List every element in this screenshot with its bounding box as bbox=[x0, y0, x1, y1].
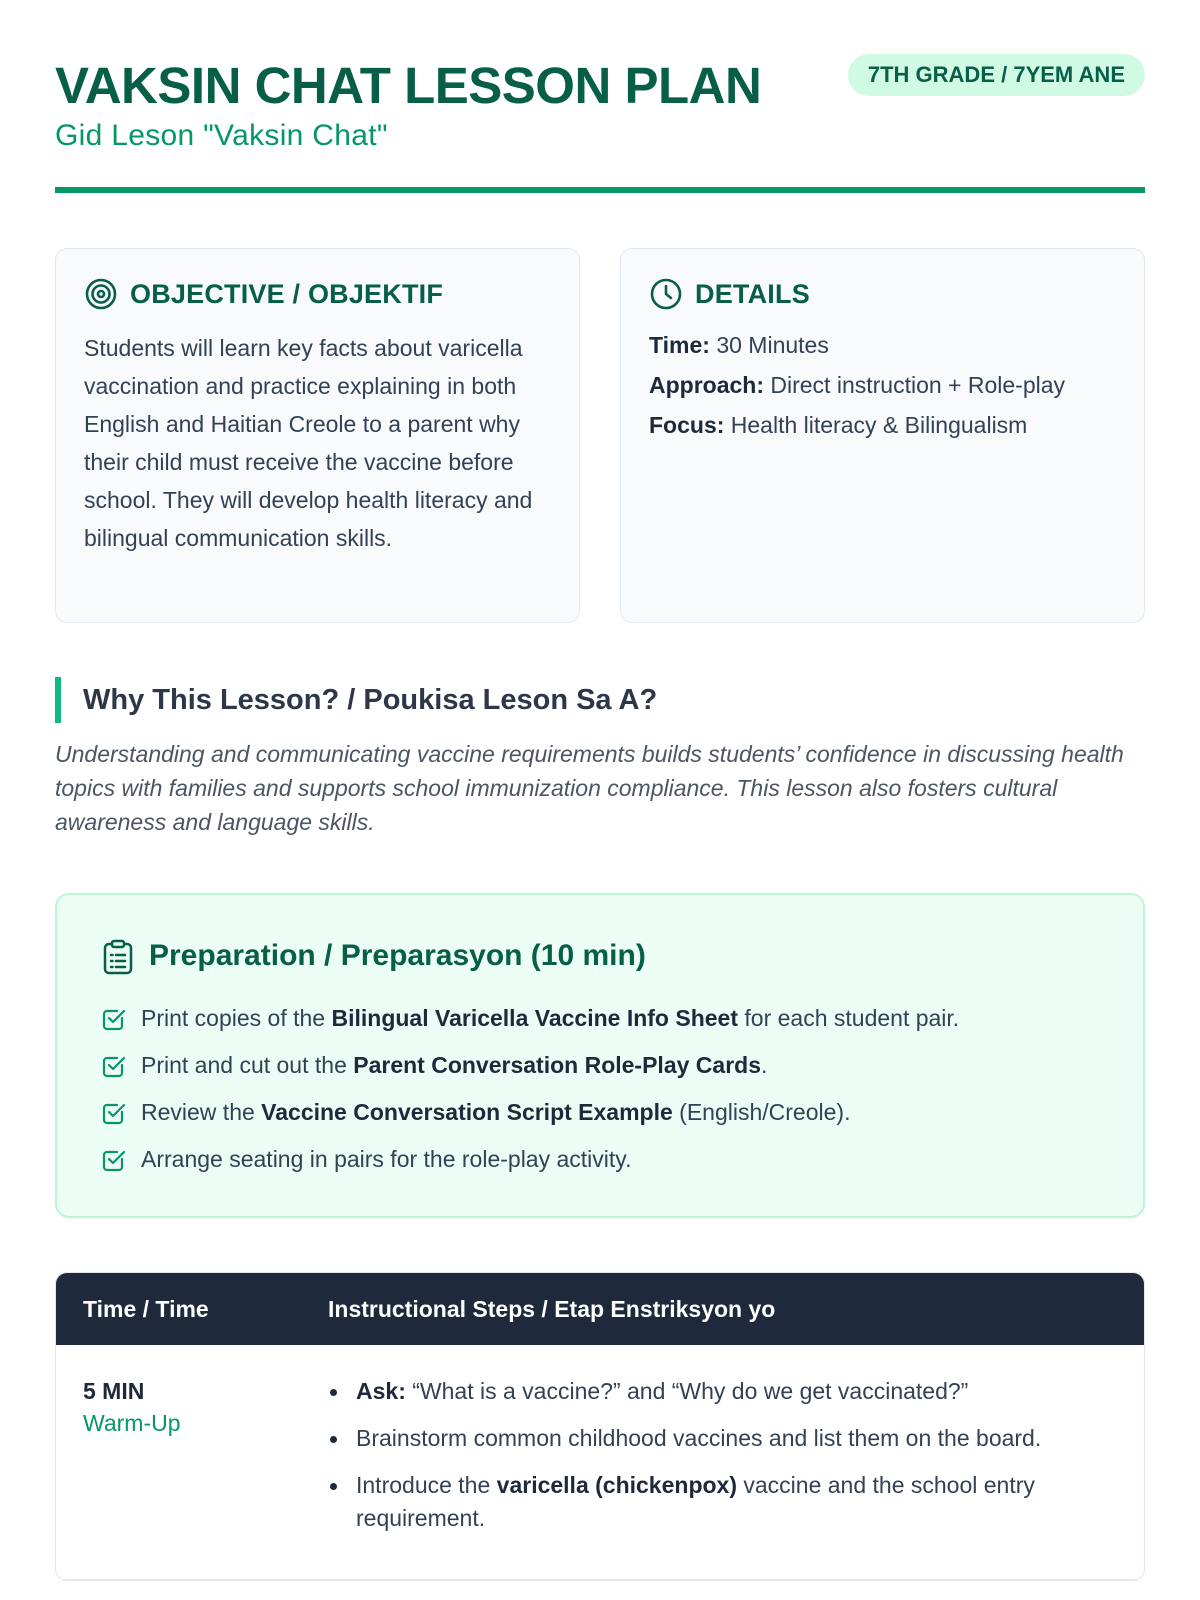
preparation-item bbox=[101, 1042, 1099, 1089]
why-text: Understanding and communicating vaccine requirements builds students’ confidence in discussing health topics with families and supports school immunization compliance. This lesson also fosters cultural awareness and language skills. bbox=[55, 741, 1124, 835]
checkbox-checked-icon bbox=[101, 1147, 127, 1173]
table-row bbox=[56, 1345, 1144, 1580]
details-time bbox=[649, 325, 1116, 365]
page-header bbox=[55, 0, 1145, 194]
steps-cell bbox=[328, 1375, 1144, 1549]
preparation-header bbox=[101, 939, 1099, 973]
preparation-item bbox=[101, 1136, 1099, 1183]
table-header-steps: Instructional Steps / Etap Enstriksyon yo bbox=[328, 1295, 776, 1322]
preparation-item-text: Print and cut out the Parent Conversation Role-Play Cards. bbox=[141, 1052, 768, 1078]
step-item: Introduce the varicella (chickenpox) vaccine and the school entry requirement. bbox=[328, 1469, 1114, 1535]
lesson-steps-table bbox=[55, 1272, 1145, 1581]
details-focus-label: Focus: bbox=[649, 412, 725, 438]
details-card-header bbox=[649, 277, 1116, 311]
preparation-item-text: Review the Vaccine Conversation Script Example (English/Creole). bbox=[141, 1099, 851, 1125]
checkbox-checked-icon bbox=[101, 1100, 127, 1126]
page-title: VAKSIN CHAT LESSON PLAN bbox=[55, 57, 762, 114]
details-approach-value: Direct instruction + Role-play bbox=[770, 372, 1066, 398]
why-heading: Why This Lesson? / Poukisa Leson Sa A? bbox=[55, 677, 1145, 723]
preparation-item bbox=[101, 995, 1099, 1042]
time-minutes: 5 MIN bbox=[83, 1378, 145, 1404]
header-divider bbox=[55, 187, 1145, 193]
details-time-label: Time: bbox=[649, 332, 710, 358]
details-focus bbox=[649, 405, 1116, 445]
preparation-box bbox=[55, 893, 1145, 1218]
details-card bbox=[620, 248, 1145, 623]
checkbox-checked-icon bbox=[101, 1053, 127, 1079]
checkbox-checked-icon bbox=[101, 1006, 127, 1032]
why-section bbox=[55, 677, 1145, 839]
table-header bbox=[56, 1273, 1144, 1345]
preparation-item-text: Arrange seating in pairs for the role-play activity. bbox=[141, 1146, 632, 1172]
page-subtitle: Gid Leson "Vaksin Chat" bbox=[55, 119, 388, 152]
step-item: Brainstorm common childhood vaccines and list them on the board. bbox=[328, 1422, 1114, 1455]
clock-icon bbox=[649, 277, 683, 311]
details-approach-label: Approach: bbox=[649, 372, 764, 398]
time-cell bbox=[56, 1375, 328, 1549]
step-item: Ask: “What is a vaccine?” and “Why do we get vaccinated?” bbox=[328, 1375, 1114, 1408]
details-time-value: 30 Minutes bbox=[716, 332, 829, 358]
steps-list bbox=[328, 1375, 1114, 1535]
details-title: DETAILS bbox=[695, 278, 810, 309]
preparation-item-text: Print copies of the Bilingual Varicella Vaccine Info Sheet for each student pair. bbox=[141, 1005, 960, 1031]
details-approach bbox=[649, 365, 1116, 405]
details-list bbox=[649, 325, 1116, 445]
objective-title: OBJECTIVE / OBJEKTIF bbox=[130, 278, 444, 309]
grade-badge: 7TH GRADE / 7YEM ANE bbox=[848, 54, 1145, 96]
clipboard-icon bbox=[101, 939, 135, 973]
preparation-list bbox=[101, 995, 1099, 1183]
info-cards bbox=[55, 248, 1145, 623]
target-icon bbox=[84, 277, 118, 311]
preparation-title: Preparation / Preparasyon (10 min) bbox=[149, 939, 646, 972]
details-focus-value: Health literacy & Bilingualism bbox=[730, 412, 1028, 438]
preparation-item bbox=[101, 1089, 1099, 1136]
objective-card bbox=[55, 248, 580, 623]
objective-text: Students will learn key facts about varicella vaccination and practice explaining in both English and Haitian Creole to a parent why their child must receive the vaccine before school. They will develop health literacy and bilingual communication skills. bbox=[84, 335, 533, 551]
objective-card-header bbox=[84, 277, 551, 311]
time-phase: Warm-Up bbox=[83, 1410, 181, 1436]
table-header-time: Time / Time bbox=[83, 1295, 209, 1322]
